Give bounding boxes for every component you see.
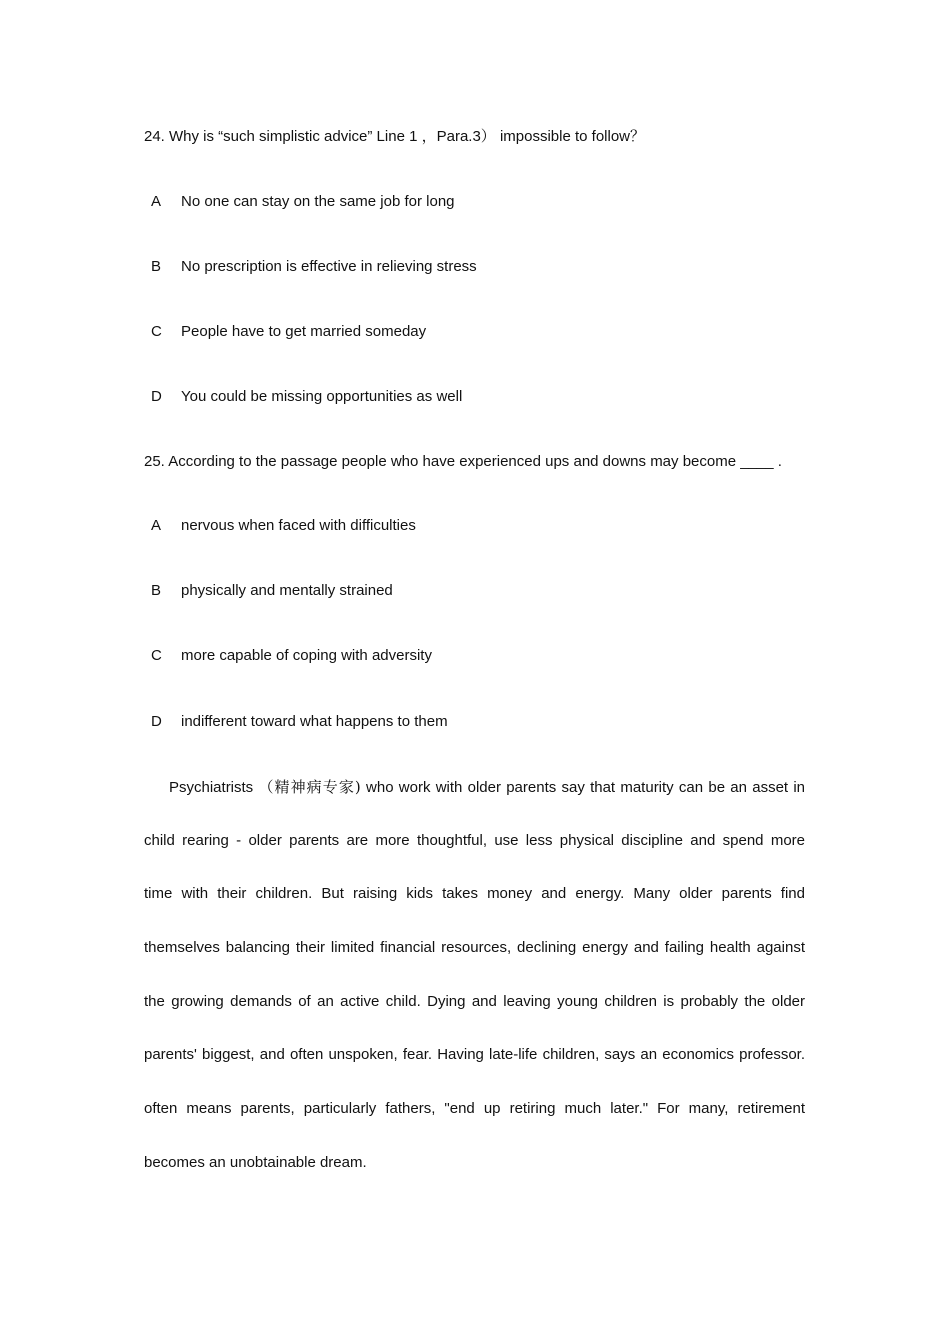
question-25-option-b xyxy=(151,581,393,601)
option-letter: D xyxy=(151,388,162,405)
option-text: No prescription is effective in relieving stress xyxy=(181,258,477,275)
question-25-option-a xyxy=(151,516,416,536)
question-24-option-a xyxy=(151,192,455,212)
question-25-option-c xyxy=(151,646,432,666)
passage-line-1-rest: who work with older parents say that maturity can be an asset in xyxy=(366,779,805,796)
option-text: No one can stay on the same job for long xyxy=(181,193,455,210)
option-letter: C xyxy=(151,647,162,664)
question-24-option-b xyxy=(151,257,477,277)
option-text: You could be missing opportunities as well xyxy=(181,388,463,405)
chinese-gloss: （精神病专家) xyxy=(258,778,361,796)
option-text: People have to get married someday xyxy=(181,323,427,340)
option-text: physically and mentally strained xyxy=(181,582,393,599)
option-letter: D xyxy=(151,713,162,730)
passage-line-4: themselves balancing their limited financial resources, declining energy and failing health against xyxy=(144,939,805,956)
option-letter: A xyxy=(151,517,162,534)
passage-line-7: often means parents, particularly fathers, "end up retiring much later." For many, retirement xyxy=(144,1100,805,1117)
question-25-option-d xyxy=(151,712,448,732)
passage-first-word: Psychiatrists xyxy=(169,779,254,796)
passage-line-8: becomes an unobtainable dream. xyxy=(144,1154,367,1171)
option-letter: B xyxy=(151,258,162,275)
passage-line-5: the growing demands of an active child. Dying and leaving young children is probably the older xyxy=(144,993,805,1010)
passage-line-1 xyxy=(169,777,805,798)
question-25-stem: 25. According to the passage people who have experienced ups and downs may become ____ . xyxy=(144,453,782,470)
question-24-stem: 24. Why is “such simplistic advice” Line 1 ，Para.3） impossible to follow？ xyxy=(144,128,646,145)
option-letter: B xyxy=(151,582,162,599)
option-letter: A xyxy=(151,193,162,210)
option-text: nervous when faced with difficulties xyxy=(181,517,416,534)
question-24-option-c xyxy=(151,322,426,342)
question-24-option-d xyxy=(151,387,462,407)
option-text: indifferent toward what happens to them xyxy=(181,713,448,730)
passage-line-3: time with their children. But raising kids takes money and energy. Many older parents find xyxy=(144,885,805,902)
option-letter: C xyxy=(151,323,162,340)
passage-line-6: parents' biggest, and often unspoken, fear. Having late-life children, says an economics professor. xyxy=(144,1046,805,1063)
passage-line-2: child rearing - older parents are more thoughtful, use less physical discipline and spend more xyxy=(144,832,805,849)
option-text: more capable of coping with adversity xyxy=(181,647,432,664)
